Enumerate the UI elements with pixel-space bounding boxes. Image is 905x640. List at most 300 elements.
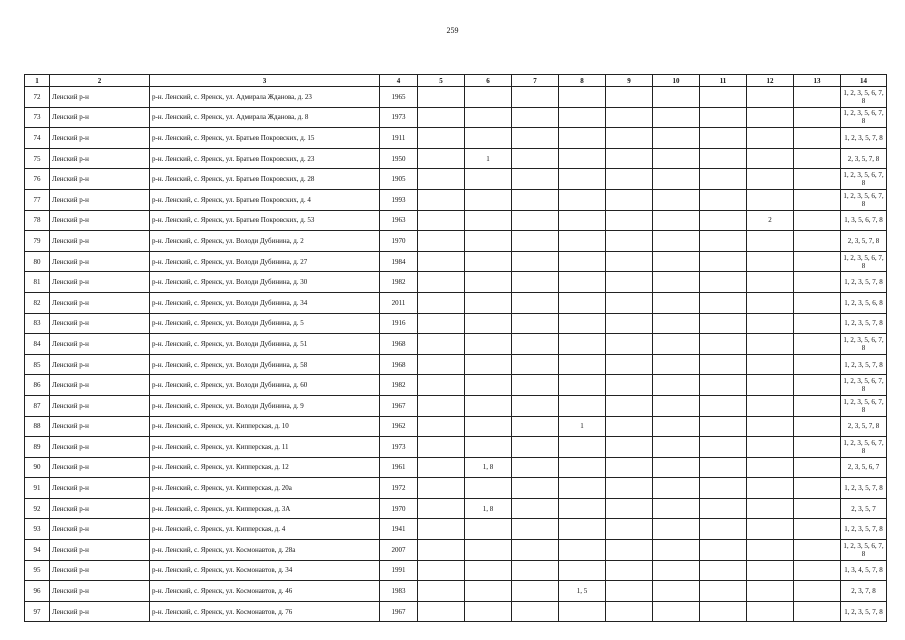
district-cell: Ленский р-н xyxy=(50,313,150,334)
col13-cell xyxy=(794,313,841,334)
col8-cell xyxy=(559,107,606,128)
column-header-12: 12 xyxy=(747,75,794,87)
col14-cell: 1, 3, 4, 5, 7, 8 xyxy=(841,560,887,581)
col12-cell xyxy=(747,148,794,169)
col7-cell xyxy=(512,601,559,622)
column-header-7: 7 xyxy=(512,75,559,87)
row-number-cell: 77 xyxy=(25,189,50,210)
address-cell: р-н. Ленский, с. Яренск, ул. Братьев Покровских, д. 23 xyxy=(150,148,380,169)
col7-cell xyxy=(512,519,559,540)
col6-cell xyxy=(465,107,512,128)
col5-cell xyxy=(418,416,465,437)
address-cell: р-н. Ленский, с. Яренск, ул. Володи Дубинина, д. 5 xyxy=(150,313,380,334)
year-cell: 1982 xyxy=(380,375,418,396)
col8-cell xyxy=(559,457,606,478)
col7-cell xyxy=(512,560,559,581)
year-cell: 1984 xyxy=(380,251,418,272)
col10-cell xyxy=(653,128,700,149)
col6-cell xyxy=(465,231,512,252)
col11-cell xyxy=(700,416,747,437)
address-cell: р-н. Ленский, с. Яренск, ул. Володи Дубинина, д. 27 xyxy=(150,251,380,272)
col10-cell xyxy=(653,272,700,293)
col5-cell xyxy=(418,498,465,519)
table-row xyxy=(25,231,887,252)
col14-cell: 1, 2, 3, 5, 6, 7, 8 xyxy=(841,87,887,108)
table-row xyxy=(25,128,887,149)
col14-cell: 1, 2, 3, 5, 7, 8 xyxy=(841,478,887,499)
col10-cell xyxy=(653,437,700,458)
year-cell: 1911 xyxy=(380,128,418,149)
col11-cell xyxy=(700,189,747,210)
col5-cell xyxy=(418,292,465,313)
col14-cell: 1, 2, 3, 5, 6, 7, 8 xyxy=(841,107,887,128)
col13-cell xyxy=(794,519,841,540)
col11-cell xyxy=(700,498,747,519)
column-header-4: 4 xyxy=(380,75,418,87)
col13-cell xyxy=(794,457,841,478)
col12-cell xyxy=(747,457,794,478)
col5-cell xyxy=(418,169,465,190)
table-row xyxy=(25,416,887,437)
housing-registry-table xyxy=(24,74,887,622)
col14-cell: 2, 3, 5, 7 xyxy=(841,498,887,519)
address-cell: р-н. Ленский, с. Яренск, ул. Кипперская, д. 20а xyxy=(150,478,380,499)
col12-cell xyxy=(747,498,794,519)
col14-cell: 1, 3, 5, 6, 7, 8 xyxy=(841,210,887,231)
row-number-cell: 85 xyxy=(25,354,50,375)
col13-cell xyxy=(794,437,841,458)
col5-cell xyxy=(418,231,465,252)
col11-cell xyxy=(700,231,747,252)
year-cell: 1950 xyxy=(380,148,418,169)
col7-cell xyxy=(512,334,559,355)
row-number-cell: 97 xyxy=(25,601,50,622)
col12-cell xyxy=(747,354,794,375)
col11-cell xyxy=(700,148,747,169)
col10-cell xyxy=(653,354,700,375)
col10-cell xyxy=(653,169,700,190)
district-cell: Ленский р-н xyxy=(50,457,150,478)
address-cell: р-н. Ленский, с. Яренск, ул. Адмирала Жданова, д. 8 xyxy=(150,107,380,128)
col14-cell: 1, 2, 3, 5, 6, 7, 8 xyxy=(841,251,887,272)
col10-cell xyxy=(653,292,700,313)
row-number-cell: 73 xyxy=(25,107,50,128)
col14-cell: 1, 2, 3, 5, 6, 7, 8 xyxy=(841,334,887,355)
col9-cell xyxy=(606,313,653,334)
col7-cell xyxy=(512,416,559,437)
col8-cell xyxy=(559,148,606,169)
district-cell: Ленский р-н xyxy=(50,169,150,190)
col8-cell xyxy=(559,560,606,581)
col14-cell: 2, 3, 5, 7, 8 xyxy=(841,416,887,437)
col12-cell xyxy=(747,519,794,540)
col10-cell xyxy=(653,498,700,519)
table-row xyxy=(25,107,887,128)
col5-cell xyxy=(418,210,465,231)
row-number-cell: 78 xyxy=(25,210,50,231)
col8-cell xyxy=(559,519,606,540)
col5-cell xyxy=(418,148,465,169)
district-cell: Ленский р-н xyxy=(50,292,150,313)
address-cell: р-н. Ленский, с. Яренск, ул. Братьев Покровских, д. 15 xyxy=(150,128,380,149)
table-row xyxy=(25,457,887,478)
col8-cell: 1 xyxy=(559,416,606,437)
col11-cell xyxy=(700,128,747,149)
district-cell: Ленский р-н xyxy=(50,395,150,416)
column-header-9: 9 xyxy=(606,75,653,87)
col13-cell xyxy=(794,251,841,272)
col6-cell xyxy=(465,251,512,272)
col9-cell xyxy=(606,375,653,396)
table-row xyxy=(25,292,887,313)
table-row xyxy=(25,313,887,334)
year-cell: 2011 xyxy=(380,292,418,313)
col13-cell xyxy=(794,498,841,519)
col11-cell xyxy=(700,601,747,622)
page-number: 259 xyxy=(446,26,459,35)
col9-cell xyxy=(606,292,653,313)
col10-cell xyxy=(653,540,700,561)
col12-cell xyxy=(747,313,794,334)
col6-cell: 1, 8 xyxy=(465,498,512,519)
col7-cell xyxy=(512,251,559,272)
table-row xyxy=(25,395,887,416)
col8-cell xyxy=(559,313,606,334)
address-cell: р-н. Ленский, с. Яренск, ул. Кипперская, д. 12 xyxy=(150,457,380,478)
col10-cell xyxy=(653,107,700,128)
col7-cell xyxy=(512,478,559,499)
col13-cell xyxy=(794,128,841,149)
col6-cell xyxy=(465,478,512,499)
col9-cell xyxy=(606,148,653,169)
row-number-cell: 83 xyxy=(25,313,50,334)
row-number-cell: 90 xyxy=(25,457,50,478)
col14-cell: 1, 2, 3, 5, 7, 8 xyxy=(841,313,887,334)
col7-cell xyxy=(512,354,559,375)
col7-cell xyxy=(512,148,559,169)
col9-cell xyxy=(606,189,653,210)
table-row xyxy=(25,560,887,581)
col11-cell xyxy=(700,334,747,355)
col6-cell xyxy=(465,375,512,396)
col9-cell xyxy=(606,272,653,293)
col7-cell xyxy=(512,581,559,602)
col10-cell xyxy=(653,560,700,581)
col8-cell xyxy=(559,292,606,313)
col14-cell: 1, 2, 3, 5, 7, 8 xyxy=(841,354,887,375)
district-cell: Ленский р-н xyxy=(50,498,150,519)
col7-cell xyxy=(512,169,559,190)
row-number-cell: 91 xyxy=(25,478,50,499)
district-cell: Ленский р-н xyxy=(50,107,150,128)
col9-cell xyxy=(606,540,653,561)
col14-cell: 2, 3, 5, 7, 8 xyxy=(841,231,887,252)
col12-cell xyxy=(747,416,794,437)
table-row xyxy=(25,519,887,540)
col12-cell: 2 xyxy=(747,210,794,231)
col8-cell xyxy=(559,169,606,190)
col14-cell: 1, 2, 3, 5, 6, 7, 8 xyxy=(841,375,887,396)
col11-cell xyxy=(700,87,747,108)
table-row xyxy=(25,581,887,602)
district-cell: Ленский р-н xyxy=(50,416,150,437)
col8-cell xyxy=(559,334,606,355)
district-cell: Ленский р-н xyxy=(50,251,150,272)
column-header-11: 11 xyxy=(700,75,747,87)
col13-cell xyxy=(794,354,841,375)
col10-cell xyxy=(653,601,700,622)
col13-cell xyxy=(794,375,841,396)
col8-cell: 1, 5 xyxy=(559,581,606,602)
year-cell: 1973 xyxy=(380,107,418,128)
year-cell: 1970 xyxy=(380,231,418,252)
district-cell: Ленский р-н xyxy=(50,272,150,293)
col11-cell xyxy=(700,457,747,478)
col8-cell xyxy=(559,354,606,375)
district-cell: Ленский р-н xyxy=(50,540,150,561)
table-body xyxy=(25,87,887,622)
col8-cell xyxy=(559,189,606,210)
col8-cell xyxy=(559,128,606,149)
row-number-cell: 86 xyxy=(25,375,50,396)
col10-cell xyxy=(653,251,700,272)
col9-cell xyxy=(606,416,653,437)
col14-cell: 1, 2, 3, 5, 6, 7, 8 xyxy=(841,169,887,190)
col9-cell xyxy=(606,107,653,128)
col6-cell xyxy=(465,313,512,334)
col10-cell xyxy=(653,457,700,478)
col13-cell xyxy=(794,334,841,355)
table-row xyxy=(25,437,887,458)
col11-cell xyxy=(700,313,747,334)
table-row xyxy=(25,498,887,519)
col5-cell xyxy=(418,251,465,272)
col5-cell xyxy=(418,560,465,581)
col6-cell: 1 xyxy=(465,148,512,169)
col7-cell xyxy=(512,457,559,478)
col12-cell xyxy=(747,540,794,561)
district-cell: Ленский р-н xyxy=(50,519,150,540)
col14-cell: 1, 2, 3, 5, 7, 8 xyxy=(841,272,887,293)
year-cell: 1967 xyxy=(380,601,418,622)
col9-cell xyxy=(606,231,653,252)
address-cell: р-н. Ленский, с. Яренск, ул. Космонавтов, д. 34 xyxy=(150,560,380,581)
col13-cell xyxy=(794,416,841,437)
year-cell: 1968 xyxy=(380,354,418,375)
col14-cell: 1, 2, 3, 5, 7, 8 xyxy=(841,601,887,622)
col6-cell xyxy=(465,334,512,355)
col10-cell xyxy=(653,478,700,499)
col10-cell xyxy=(653,148,700,169)
year-cell: 1968 xyxy=(380,334,418,355)
table-row xyxy=(25,354,887,375)
col12-cell xyxy=(747,478,794,499)
address-cell: р-н. Ленский, с. Яренск, ул. Володи Дубинина, д. 34 xyxy=(150,292,380,313)
address-cell: р-н. Ленский, с. Яренск, ул. Космонавтов, д. 46 xyxy=(150,581,380,602)
col6-cell xyxy=(465,354,512,375)
col8-cell xyxy=(559,87,606,108)
table-row xyxy=(25,375,887,396)
col9-cell xyxy=(606,478,653,499)
year-cell: 1965 xyxy=(380,87,418,108)
col10-cell xyxy=(653,519,700,540)
header-row xyxy=(25,75,887,87)
col13-cell xyxy=(794,169,841,190)
district-cell: Ленский р-н xyxy=(50,354,150,375)
col9-cell xyxy=(606,519,653,540)
year-cell: 1967 xyxy=(380,395,418,416)
col11-cell xyxy=(700,519,747,540)
address-cell: р-н. Ленский, с. Яренск, ул. Володи Дубинина, д. 60 xyxy=(150,375,380,396)
col12-cell xyxy=(747,292,794,313)
col12-cell xyxy=(747,601,794,622)
col7-cell xyxy=(512,87,559,108)
address-cell: р-н. Ленский, с. Яренск, ул. Кипперская, д. 3А xyxy=(150,498,380,519)
col7-cell xyxy=(512,189,559,210)
col11-cell xyxy=(700,581,747,602)
year-cell: 1970 xyxy=(380,498,418,519)
year-cell: 2007 xyxy=(380,540,418,561)
col6-cell: 1, 8 xyxy=(465,457,512,478)
col11-cell xyxy=(700,272,747,293)
col13-cell xyxy=(794,581,841,602)
row-number-cell: 95 xyxy=(25,560,50,581)
col9-cell xyxy=(606,498,653,519)
table-row xyxy=(25,272,887,293)
row-number-cell: 94 xyxy=(25,540,50,561)
col6-cell xyxy=(465,416,512,437)
col11-cell xyxy=(700,210,747,231)
col9-cell xyxy=(606,87,653,108)
col7-cell xyxy=(512,128,559,149)
table-row xyxy=(25,87,887,108)
table-row xyxy=(25,334,887,355)
col5-cell xyxy=(418,189,465,210)
col10-cell xyxy=(653,416,700,437)
col12-cell xyxy=(747,437,794,458)
col13-cell xyxy=(794,601,841,622)
address-cell: р-н. Ленский, с. Яренск, ул. Володи Дубинина, д. 2 xyxy=(150,231,380,252)
district-cell: Ленский р-н xyxy=(50,581,150,602)
address-cell: р-н. Ленский, с. Яренск, ул. Володи Дубинина, д. 58 xyxy=(150,354,380,375)
col8-cell xyxy=(559,251,606,272)
col10-cell xyxy=(653,581,700,602)
year-cell: 1941 xyxy=(380,519,418,540)
year-cell: 1905 xyxy=(380,169,418,190)
col9-cell xyxy=(606,210,653,231)
col9-cell xyxy=(606,601,653,622)
year-cell: 1961 xyxy=(380,457,418,478)
col9-cell xyxy=(606,560,653,581)
col8-cell xyxy=(559,478,606,499)
col9-cell xyxy=(606,395,653,416)
col7-cell xyxy=(512,437,559,458)
row-number-cell: 93 xyxy=(25,519,50,540)
col13-cell xyxy=(794,292,841,313)
address-cell: р-н. Ленский, с. Яренск, ул. Адмирала Жданова, д. 23 xyxy=(150,87,380,108)
column-header-6: 6 xyxy=(465,75,512,87)
district-cell: Ленский р-н xyxy=(50,437,150,458)
col6-cell xyxy=(465,169,512,190)
row-number-cell: 87 xyxy=(25,395,50,416)
district-cell: Ленский р-н xyxy=(50,148,150,169)
col10-cell xyxy=(653,334,700,355)
col13-cell xyxy=(794,107,841,128)
district-cell: Ленский р-н xyxy=(50,601,150,622)
col13-cell xyxy=(794,395,841,416)
col14-cell: 1, 2, 3, 5, 7, 8 xyxy=(841,519,887,540)
row-number-cell: 92 xyxy=(25,498,50,519)
col6-cell xyxy=(465,581,512,602)
col6-cell xyxy=(465,395,512,416)
col9-cell xyxy=(606,437,653,458)
column-header-5: 5 xyxy=(418,75,465,87)
col5-cell xyxy=(418,601,465,622)
col12-cell xyxy=(747,87,794,108)
col10-cell xyxy=(653,87,700,108)
district-cell: Ленский р-н xyxy=(50,189,150,210)
col6-cell xyxy=(465,519,512,540)
col11-cell xyxy=(700,354,747,375)
column-header-13: 13 xyxy=(794,75,841,87)
col12-cell xyxy=(747,189,794,210)
col11-cell xyxy=(700,395,747,416)
col12-cell xyxy=(747,169,794,190)
col13-cell xyxy=(794,87,841,108)
row-number-cell: 89 xyxy=(25,437,50,458)
year-cell: 1973 xyxy=(380,437,418,458)
row-number-cell: 74 xyxy=(25,128,50,149)
district-cell: Ленский р-н xyxy=(50,375,150,396)
col5-cell xyxy=(418,313,465,334)
district-cell: Ленский р-н xyxy=(50,87,150,108)
col5-cell xyxy=(418,478,465,499)
col5-cell xyxy=(418,128,465,149)
col7-cell xyxy=(512,231,559,252)
col5-cell xyxy=(418,519,465,540)
column-header-14: 14 xyxy=(841,75,887,87)
col6-cell xyxy=(465,292,512,313)
col13-cell xyxy=(794,231,841,252)
col7-cell xyxy=(512,498,559,519)
col10-cell xyxy=(653,313,700,334)
col13-cell xyxy=(794,189,841,210)
col7-cell xyxy=(512,375,559,396)
col11-cell xyxy=(700,560,747,581)
col12-cell xyxy=(747,560,794,581)
col8-cell xyxy=(559,540,606,561)
col14-cell: 2, 3, 7, 8 xyxy=(841,581,887,602)
table-row xyxy=(25,169,887,190)
col6-cell xyxy=(465,189,512,210)
table-row xyxy=(25,478,887,499)
column-header-2: 2 xyxy=(50,75,150,87)
address-cell: р-н. Ленский, с. Яренск, ул. Кипперская, д. 10 xyxy=(150,416,380,437)
col10-cell xyxy=(653,395,700,416)
table-row xyxy=(25,148,887,169)
address-cell: р-н. Ленский, с. Яренск, ул. Кипперская, д. 4 xyxy=(150,519,380,540)
col8-cell xyxy=(559,437,606,458)
col5-cell xyxy=(418,437,465,458)
col14-cell: 1, 2, 3, 5, 6, 7, 8 xyxy=(841,189,887,210)
col6-cell xyxy=(465,128,512,149)
year-cell: 1916 xyxy=(380,313,418,334)
column-header-3: 3 xyxy=(150,75,380,87)
row-number-cell: 80 xyxy=(25,251,50,272)
col7-cell xyxy=(512,210,559,231)
col11-cell xyxy=(700,540,747,561)
year-cell: 1993 xyxy=(380,189,418,210)
